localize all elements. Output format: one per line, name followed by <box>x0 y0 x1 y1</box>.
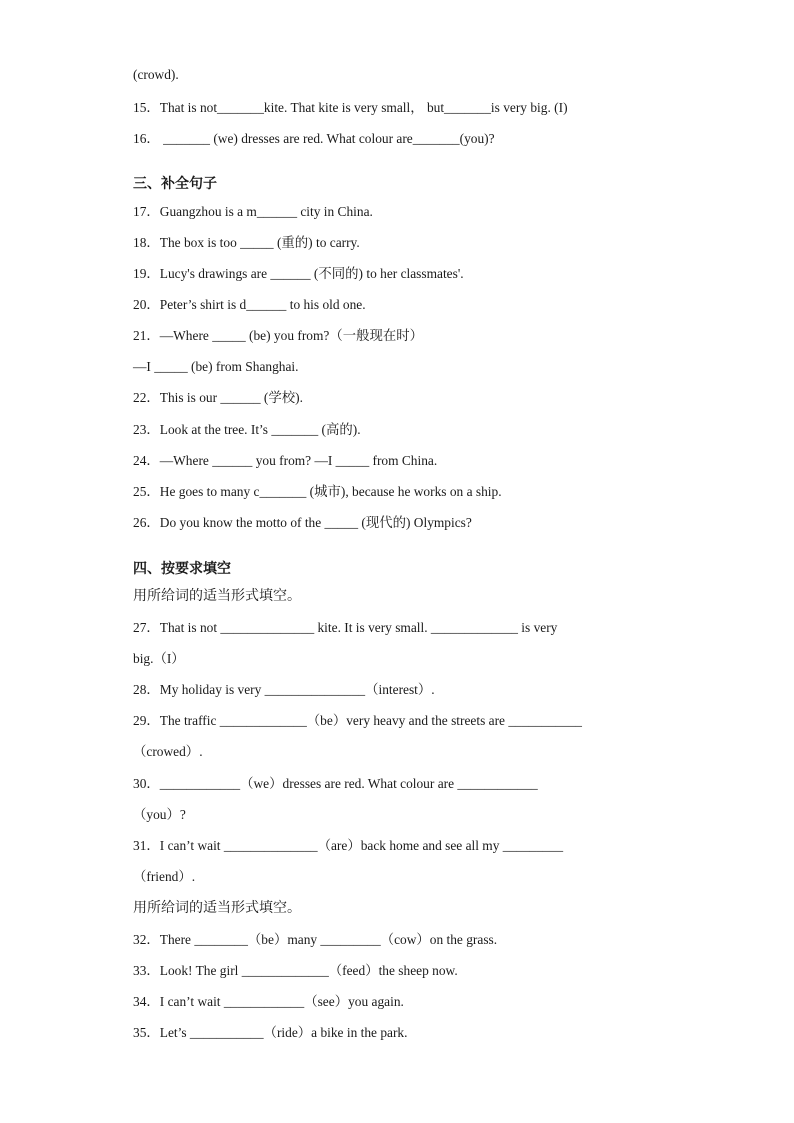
question-21: 21．—Where _____ (be) you from?（一般现在时） <box>133 328 424 343</box>
section-4-heading: 四、按要求填空 <box>133 561 231 577</box>
question-28: 28．My holiday is very _______________（interest）. <box>133 682 435 697</box>
question-23: 23．Look at the tree. It’s _______ (高的). <box>133 422 361 437</box>
question-31: 31．I can’t wait ______________（are）back home and see all my _________ <box>133 838 564 853</box>
question-27: 27．That is not ______________ kite. It is very small. _____________ is very <box>133 620 558 635</box>
question-26: 26．Do you know the motto of the _____ (现代的) Olympics? <box>133 515 472 530</box>
question-16: 16． _______ (we) dresses are red. What colour are_______(you)? <box>133 131 495 146</box>
question-19: 19．Lucy's drawings are ______ (不同的) to her classmates'. <box>133 266 464 281</box>
question-25: 25．He goes to many c_______ (城市), because he works on a ship. <box>133 484 502 499</box>
instruction-b: 用所给词的适当形式填空。 <box>133 900 301 916</box>
question-22: 22．This is our ______ (学校). <box>133 390 303 405</box>
question-24: 24．—Where ______ you from? —I _____ from China. <box>133 453 438 468</box>
question-18: 18．The box is too _____ (重的) to carry. <box>133 235 360 250</box>
question-31-cont: （friend）. <box>133 869 196 884</box>
question-29: 29．The traffic _____________（be）very heavy and the streets are ___________ <box>133 713 582 728</box>
question-20: 20．Peter’s shirt is d______ to his old one. <box>133 297 366 312</box>
instruction-a: 用所给词的适当形式填空。 <box>133 588 301 604</box>
question-29-cont: （crowed）. <box>133 744 203 759</box>
question-17: 17．Guangzhou is a m______ city in China. <box>133 204 373 219</box>
question-27-cont: big.（I） <box>133 651 185 666</box>
line-crowd-continuation: (crowd). <box>133 67 179 82</box>
question-30-cont: （you）? <box>133 807 186 822</box>
section-3-heading: 三、补全句子 <box>133 176 217 192</box>
question-35: 35．Let’s ___________（ride）a bike in the park. <box>133 1025 408 1040</box>
question-34: 34．I can’t wait ____________（see）you again. <box>133 994 404 1009</box>
question-30: 30．____________（we）dresses are red. What colour are ____________ <box>133 776 538 791</box>
question-15: 15．That is not_______kite. That kite is very small， but_______is very big. (I) <box>133 100 568 115</box>
question-33: 33．Look! The girl _____________（feed）the sheep now. <box>133 963 458 978</box>
question-32: 32．There ________（be）many _________（cow）on the grass. <box>133 932 498 947</box>
question-21-answer: —I _____ (be) from Shanghai. <box>133 359 299 374</box>
